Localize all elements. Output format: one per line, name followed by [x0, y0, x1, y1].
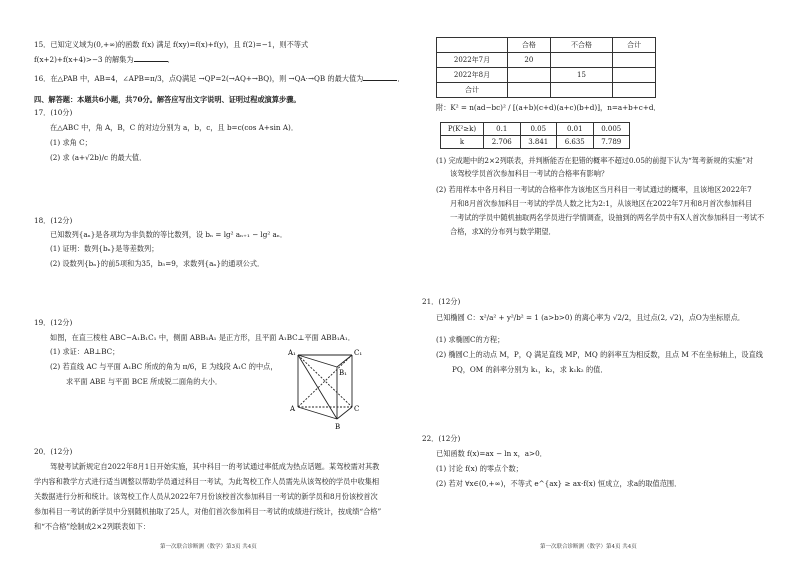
q22-text: 已知函数 f(x)=ax − ln x，a>0． — [436, 449, 547, 458]
label-c1: C₁ — [354, 349, 363, 357]
q22-part2: (2) 若对 ∀x∈(0,+∞)，不等式 e^{ax} ≥ ax·f(x) 恒成立，求a的取值范围． — [436, 479, 682, 488]
q17-head: 17．(10分) — [34, 108, 73, 117]
table-header-row — [437, 38, 656, 53]
q15-line2-text: f(x+2)+f(x+4)>−3 的解集为 — [34, 55, 134, 64]
q16: 16．在△PAB 中，AB=4，∠APB=π/3，点Q满足 →QP=2(→AQ+→BQ)，则 →QA·→QB 的最大值为 ． — [34, 74, 405, 83]
section-heading: 四、解答题：本题共6小题，共70分。解答应写出文字说明、证明过程或演算步骤。 — [34, 95, 301, 104]
q17-text: 在△ABC 中，角 A，B，C 的对边分别为 a，b，c，且 b=c(cos A+sin A)． — [50, 123, 299, 132]
table-cell: 合计 — [613, 38, 656, 53]
label-c: C — [354, 405, 360, 413]
q19-part1: (1) 求证：AB⊥BC； — [50, 347, 120, 356]
q20-line4: 参加科目一考试的新学员中分别随机抽取了25人，对他们首次参加科目一考试的成绩进行统计，按成绩“合格” — [34, 507, 382, 516]
table-cell — [508, 83, 551, 98]
table-row — [441, 123, 630, 136]
q19-part2: (2) 若直线 AC 与平面 A₁BC 所成的角为 π/6，E 为线段 A₁C 的中点， — [50, 362, 278, 371]
table-row — [437, 68, 656, 83]
q20-part2a: (2) 若用样本中各月科目一考试的合格率作为该地区当月科目一考试通过的概率，且该地区2022年7 — [436, 185, 752, 194]
q20-part1b: 该驾校学员首次参加科目一考试的合格率有影响？ — [450, 169, 609, 178]
q20-part1a: (1) 完成题中的2×2列联表，并判断能否在犯错的概率不超过0.05的前提下认为“驾考新规的实施”对 — [436, 156, 753, 165]
q21-part1: (1) 求椭圆C的方程； — [436, 335, 505, 344]
table-cell: 合计 — [437, 83, 508, 98]
table-cell: 0.05 — [520, 123, 557, 136]
q22-part1: (1) 讨论 f(x) 的零点个数； — [436, 464, 523, 473]
table-cell: 合格 — [508, 38, 551, 53]
label-a1: A₁ — [288, 349, 296, 357]
table-cell: 2022年7月 — [437, 53, 508, 68]
table-row — [441, 136, 630, 149]
q18-head: 18．(12分) — [34, 216, 73, 225]
table-cell: k — [441, 136, 484, 149]
prism-figure — [282, 345, 372, 431]
page-footer: 第一次联合诊断测（数学）第3页 共4页 — [160, 544, 257, 550]
q20-line3: 关数据进行分析和统计。该驾校工作人员从2022年7月份该校首次参加科目一考试的新学员和8月份该校首次 — [34, 492, 378, 501]
q19-head: 19．(12分) — [34, 318, 73, 327]
table-cell: 7.789 — [593, 136, 630, 149]
table-row — [437, 53, 656, 68]
q15-line1: 15．已知定义域为(0,+∞)的函数 f(x) 满足 f(xy)=f(x)+f(y)，且 f(2)=−1，则不等式 — [34, 40, 309, 49]
q18-text: 已知数列{aₙ}是各项均为非负数的等比数列，设 bₙ = lg² aₙ₊₁ − lg² aₙ． — [50, 230, 288, 239]
table-cell: 0.01 — [557, 123, 594, 136]
table-cell: P(K²≥k) — [441, 123, 484, 136]
table-cell — [550, 83, 613, 98]
answer-blank — [363, 74, 397, 81]
table-cell — [437, 38, 508, 53]
q19-text: 如图，在直三棱柱 ABC−A₁B₁C₁ 中，侧面 ABB₁A₁ 是正方形，且平面 A₁BC⊥平面 ABB₁A₁． — [50, 333, 355, 342]
table-cell: 6.635 — [557, 136, 594, 149]
answer-blank — [134, 55, 168, 62]
contingency-table — [436, 37, 656, 98]
q20-part2c: 一考试的学员中随机抽取两名学员进行学情调查，设抽到的两名学员中有X人首次参加科目一考试不 — [450, 213, 765, 222]
label-b: B — [335, 423, 341, 431]
table-cell: 3.841 — [520, 136, 557, 149]
label-b1: B₁ — [339, 369, 347, 377]
q21-head: 21．(12分) — [422, 297, 461, 306]
page-4 — [400, 0, 800, 566]
page-footer: 第一次联合诊断测（数学）第4页 共4页 — [540, 544, 637, 550]
table-cell: 2.706 — [484, 136, 521, 149]
table-cell — [613, 53, 656, 68]
q20-line1: 驾驶考试新规定自2022年8月1日开始实施，其中科目一的考试通过率低成为热点话题。某驾校需对其教 — [50, 462, 380, 471]
q21-part2a: (2) 椭圆C上的动点 M，P，Q 满足直线 MP，MQ 的斜率互为相反数，且点 M 不在坐标轴上，设直线 — [436, 350, 763, 359]
table-cell — [550, 53, 613, 68]
q20-line2: 学内容和教学方式进行适当调整以帮助学员通过科目一考试，为此驾校工作人员需先从该驾校的学员中收集相 — [34, 477, 380, 486]
q21-text: 已知椭圆 C：x²/a² + y²/b² = 1 (a>b>0) 的离心率为 √2/2，且过点(2, √2)，点O为坐标原点． — [436, 313, 745, 322]
q20-part2d: 合格，求X的分布列与数学期望． — [450, 227, 556, 236]
table-cell — [508, 68, 551, 83]
q22-head: 22．(12分) — [422, 434, 461, 443]
q20-part2b: 月和8月首次参加科目一考试的学员人数之比为2:1，从该地区在2022年7月和8月首次参加科目 — [450, 199, 753, 208]
table-cell — [613, 68, 656, 83]
table-cell — [613, 83, 656, 98]
q16-text: 16．在△PAB 中，AB=4，∠APB=π/3，点Q满足 →QP=2(→AQ+→BQ)，则 →QA·→QB 的最大值为 — [34, 74, 364, 83]
table-cell: 20 — [508, 53, 551, 68]
q18-part1: (1) 证明：数列{bₙ}是等差数列； — [50, 244, 159, 253]
table-cell: 0.005 — [593, 123, 630, 136]
q20-head: 20．(12分) — [34, 447, 73, 456]
table-cell: 0.1 — [484, 123, 521, 136]
q15-line2: f(x+2)+f(x+4)>−3 的解集为 ． — [34, 55, 175, 64]
chi-square-formula: 附：K² = n(ad−bc)² / [(a+b)(c+d)(a+c)(b+d)]，n=a+b+c+d． — [436, 103, 661, 112]
table-cell: 2022年8月 — [437, 68, 508, 83]
q20-line5: 和“不合格”绘制成2×2列联表如下： — [34, 522, 150, 531]
q21-part2b: PQ，OM 的斜率分别为 k₁，k₂，求 k₁k₂ 的值． — [452, 365, 608, 374]
table-row — [437, 83, 656, 98]
label-a: A — [290, 405, 296, 413]
q19-part2-cont: 求平面 ABE 与平面 BCE 所成锐二面角的大小． — [66, 377, 223, 386]
table-cell: 15 — [550, 68, 613, 83]
q17-part1: (1) 求角 C； — [50, 138, 92, 147]
q17-part2: (2) 求 (a+√2b)/c 的最大值． — [50, 153, 147, 162]
table-cell: 不合格 — [550, 38, 613, 53]
q18-part2: (2) 设数列{bₙ}的前5项和为35，b₅=9，求数列{aₙ}的通项公式． — [50, 259, 265, 268]
critical-value-table — [440, 122, 630, 149]
